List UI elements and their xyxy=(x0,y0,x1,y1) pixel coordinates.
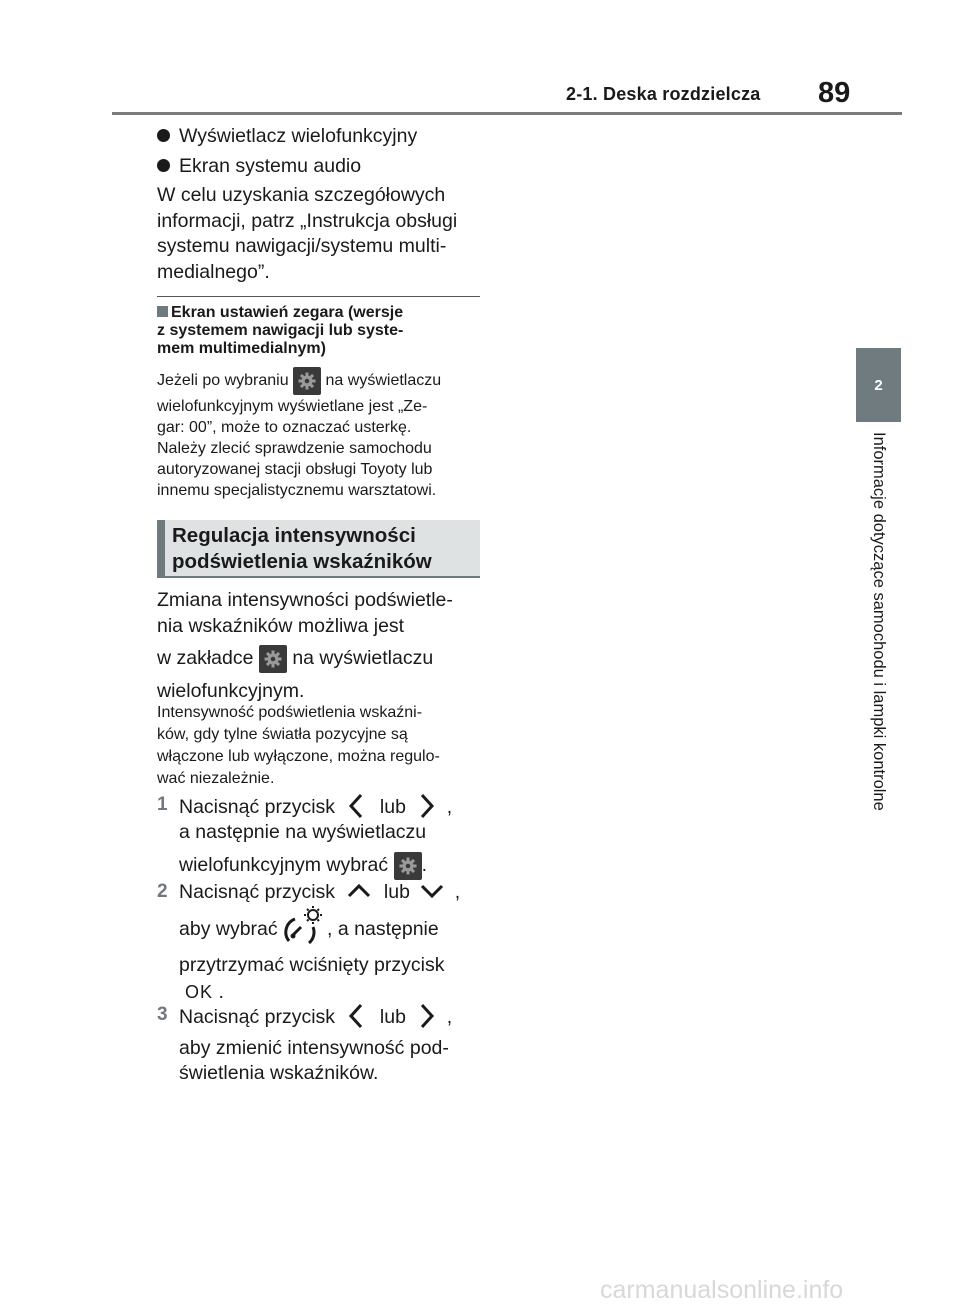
bullet-item: Ekran systemu audio xyxy=(157,151,482,181)
section-note: Intensywność podświetlenia wskaźni- ków, gdy tylne światła pozycyjne są włączone lub wyłączone, można regulo- wać niezależnie. xyxy=(157,704,440,787)
clock-note-body: Jeżeli po wybraniu na wyświetlaczu wielofunkcyjnym wyświetlane jest „Ze- gar: 00”, może to oznaczać usterkę. Należy zlecić sprawdzenie samochodu autoryzowanej stacji obsługi Toyoty lub innemu specjalistycznemu warsztatowi. xyxy=(157,366,482,501)
intro-paragraph: W celu uzyskania szczegółowych informacji, patrz „Instrukcja obsługi systemu nawigacji/systemu multi- medialnego”. xyxy=(157,184,458,283)
settings-gear-icon xyxy=(259,645,287,673)
chapter-tab: 2 xyxy=(856,348,901,422)
square-marker-icon xyxy=(157,306,168,317)
chevron-left-icon xyxy=(346,1003,368,1029)
header-rule xyxy=(112,112,902,115)
chapter-label: Informacje dotyczące samochodu i lampki kontrolne xyxy=(870,432,888,811)
step-number: 2 xyxy=(157,881,168,902)
clock-note-title: Ekran ustawień zegara (wersje z systemem nawigacji lub syste- mem multimedialnym) xyxy=(157,304,404,357)
chevron-right-icon xyxy=(415,793,437,819)
settings-gear-icon xyxy=(293,367,321,395)
watermark: carmanualsonline.info xyxy=(600,1276,844,1304)
instrument-illumination-icon xyxy=(283,905,327,945)
step-number: 1 xyxy=(157,794,168,815)
section-title: Regulacja intensywności podświetlenia wskaźników xyxy=(172,524,432,573)
page-number: 89 xyxy=(818,77,851,109)
step-text: Nacisnąć przycisk lub , a następnie na wyświetlaczu wielofunkcyjnym wybrać . xyxy=(179,793,484,885)
section-heading-underline xyxy=(157,576,480,578)
chevron-down-icon xyxy=(419,880,445,902)
section-header: 2-1. Deska rozdzielcza xyxy=(566,84,761,104)
note-separator xyxy=(157,296,480,297)
ok-button-label: OK xyxy=(185,982,214,1002)
step-text: Nacisnąć przycisk lub , aby wybrać , a następnie przytrzymać wciśnięty przycisk OK . xyxy=(179,881,461,1003)
settings-gear-icon xyxy=(394,852,422,880)
step-number: 3 xyxy=(157,1004,168,1025)
section-heading-bar xyxy=(157,520,165,576)
bullet-dot-icon xyxy=(157,129,170,142)
chevron-up-icon xyxy=(346,880,372,902)
chevron-right-icon xyxy=(415,1003,437,1029)
bullet-dot-icon xyxy=(157,159,170,172)
step-text: Nacisnąć przycisk lub , aby zmienić intensywność pod- świetlenia wskaźników. xyxy=(179,1003,484,1086)
bullet-item: Wyświetlacz wielofunkcyjny xyxy=(157,121,482,151)
chevron-left-icon xyxy=(346,793,368,819)
section-paragraph: Zmiana intensywności podświetle- nia wskaźników możliwa jest w zakładce na wyświetlaczu wielofunkcyjnym. xyxy=(157,589,453,702)
